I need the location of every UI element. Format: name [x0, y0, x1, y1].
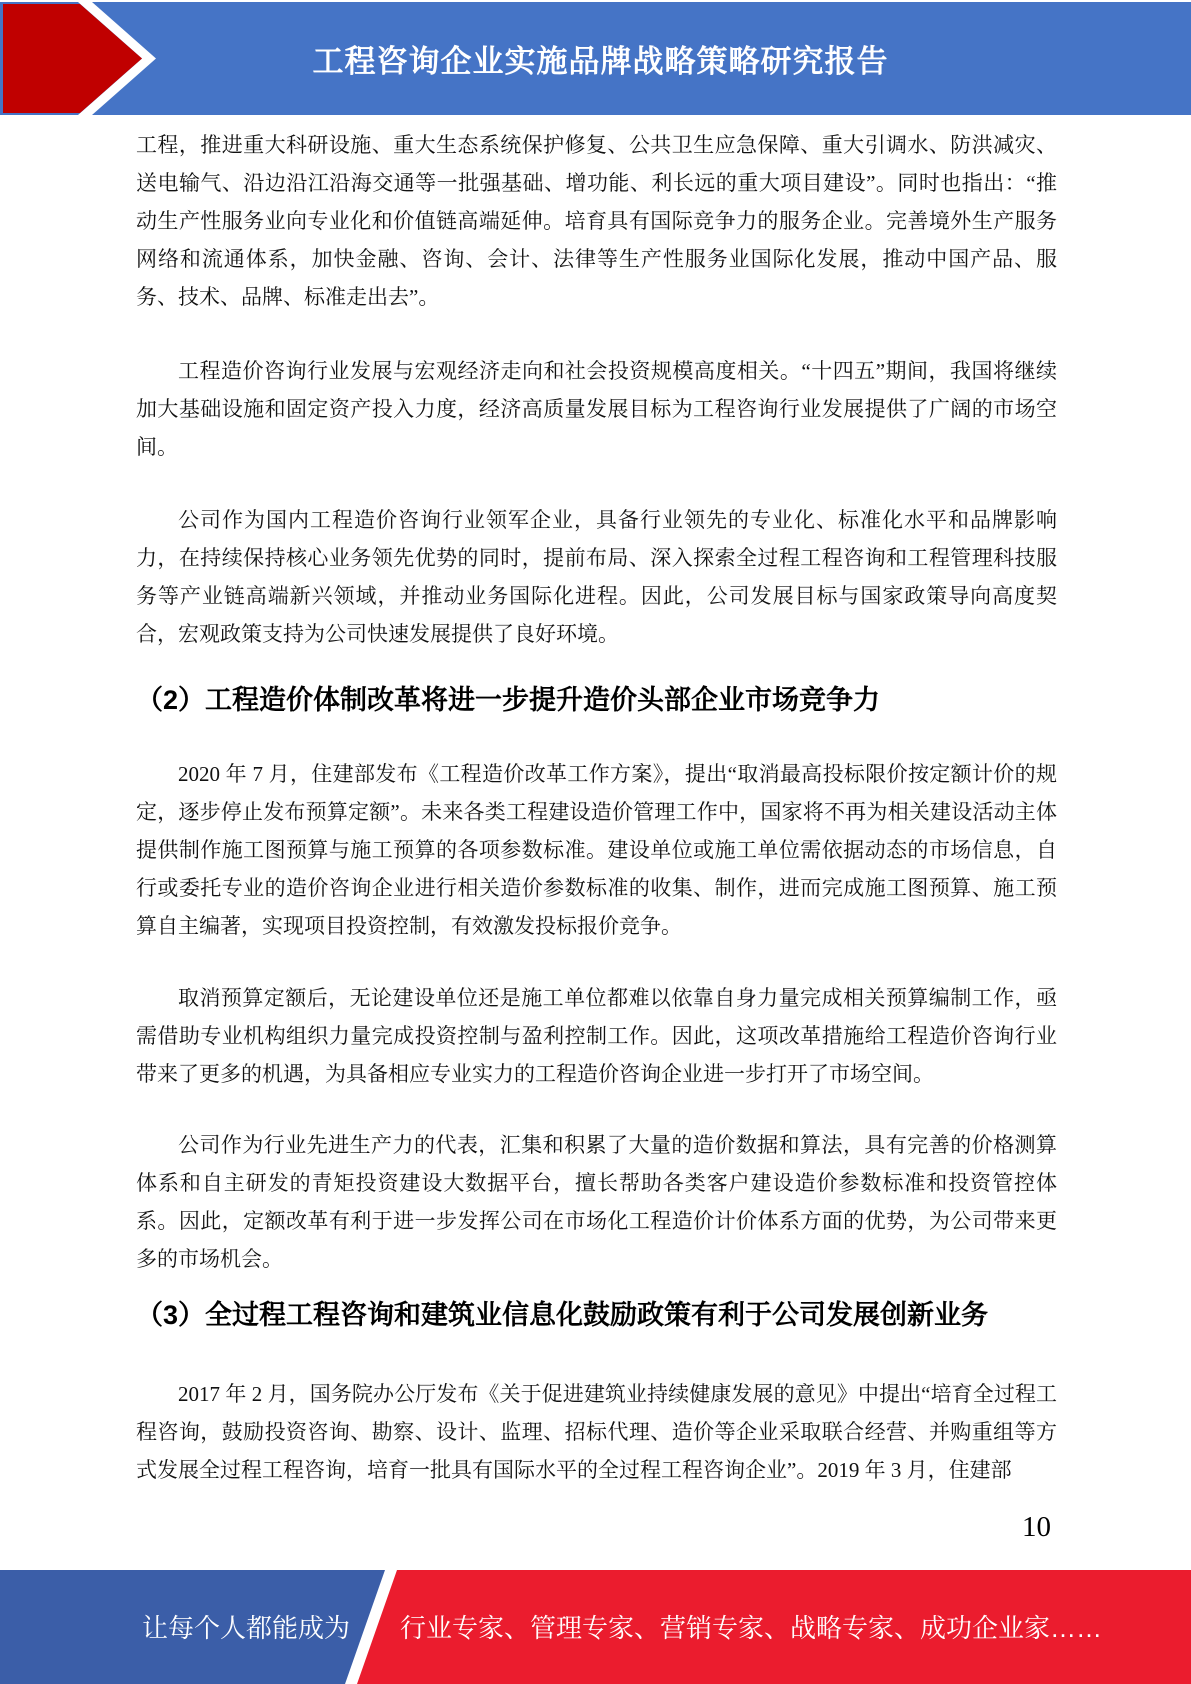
body-paragraph: 2020 年 7 月，住建部发布《工程造价改革工作方案》，提出“取消最高投标限价按定额计价的规定，逐步停止发布预算定额”。未来各类工程建设造价管理工作中，国家将不再为相关建设活动主体提供制作施工图预算与施工预算的各项参数标准。建设单位或施工单位需依据动态的市场信息，自行或委托专业的造价咨询企业进行相关造价参数标准的收集、制作，进而完成施工图预算、施工预算自主编著，实现项目投资控制，有效激发投标报价竞争。: [136, 762, 1057, 938]
body-paragraph: 公司作为国内工程造价咨询行业领军企业，具备行业领先的专业化、标准化水平和品牌影响力，在持续保持核心业务领先优势的同时，提前布局、深入探索全过程工程咨询和工程管理科技服务等产业链高端新兴领域，并推动业务国际化进程。因此，公司发展目标与国家政策导向高度契合，宏观政策支持为公司快速发展提供了良好环境。: [136, 508, 1057, 646]
section-heading-2: （2）工程造价体制改革将进一步提升造价头部企业市场竞争力: [136, 685, 881, 715]
document-body: [136, 0, 1057, 1560]
section-heading-3: （3）全过程工程咨询和建筑业信息化鼓励政策有利于公司发展创新业务: [136, 1300, 989, 1330]
body-paragraph: 2017 年 2 月，国务院办公厅发布《关于促进建筑业持续健康发展的意见》中提出“培育全过程工程咨询，鼓励投资咨询、勘察、设计、监理、招标代理、造价等企业采取联合经营、并购重组等方式发展全过程工程咨询，培育一批具有国际水平的全过程工程咨询企业”。2019 年 3 月，住建部: [136, 1382, 1057, 1482]
footer-banner: [0, 1570, 1191, 1684]
body-paragraph: 工程，推进重大科研设施、重大生态系统保护修复、公共卫生应急保障、重大引调水、防洪减灾、送电输气、沿边沿江沿海交通等一批强基础、增功能、利长远的重大项目建设”。同时也指出：“推动生产性服务业向专业化和价值链高端延伸。培育具有国际竞争力的服务企业。完善境外生产服务网络和流通体系，加快金融、咨询、会计、法律等生产性服务业国际化发展，推动中国产品、服务、技术、品牌、标准走出去”。: [136, 133, 1057, 309]
body-paragraph: 取消预算定额后，无论建设单位还是施工单位都难以依靠自身力量完成相关预算编制工作，亟需借助专业机构组织力量完成投资控制与盈利控制工作。因此，这项改革措施给工程造价咨询行业带来了更多的机遇，为具备相应专业实力的工程造价咨询企业进一步打开了市场空间。: [136, 986, 1057, 1086]
footer-slogan-right: 行业专家、管理专家、营销专家、战略专家、成功企业家……: [400, 1613, 1103, 1643]
body-paragraph: 工程造价咨询行业发展与宏观经济走向和社会投资规模高度相关。“十四五”期间，我国将继续加大基础设施和固定资产投入力度，经济高质量发展目标为工程咨询行业发展提供了广阔的市场空间。: [136, 359, 1057, 459]
body-paragraph: 公司作为行业先进生产力的代表，汇集和积累了大量的造价数据和算法，具有完善的价格测算体系和自主研发的青矩投资建设大数据平台，擅长帮助各类客户建设造价参数标准和投资管控体系。因此，定额改革有利于进一步发挥公司在市场化工程造价计价体系方面的优势，为公司带来更多的市场机会。: [136, 1133, 1057, 1271]
footer-slogan-left: 让每个人都能成为: [142, 1613, 351, 1643]
page-number: 10: [1022, 1511, 1051, 1543]
report-title: 工程咨询企业实施品牌战略策略研究报告: [312, 44, 889, 79]
